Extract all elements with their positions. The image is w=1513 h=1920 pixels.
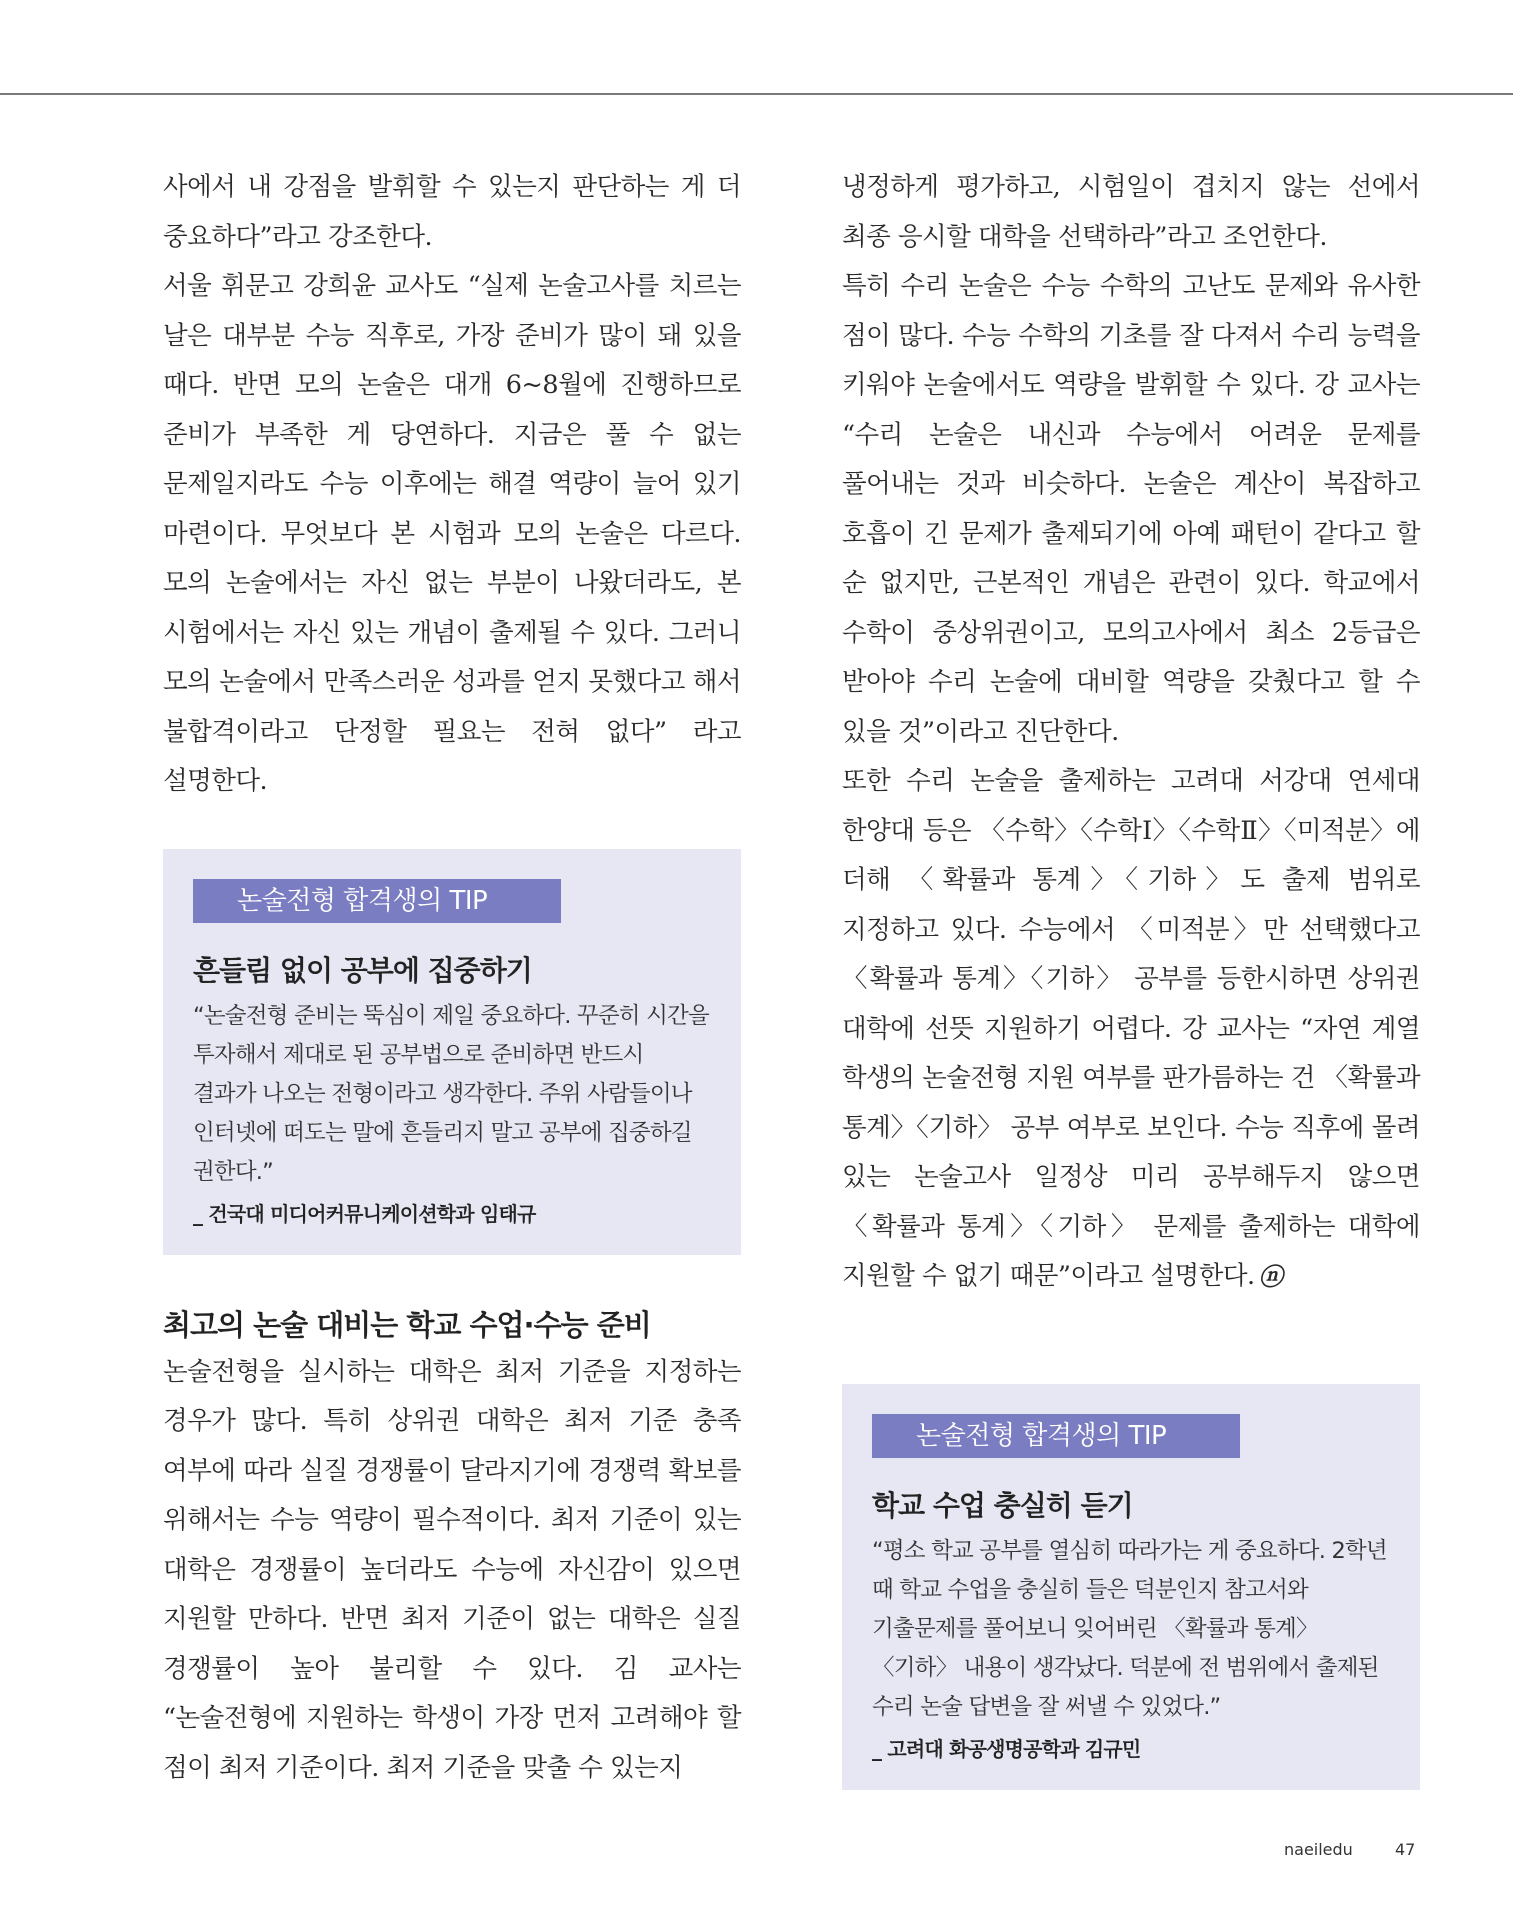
section-heading: 최고의 논술 대비는 학교 수업·수능 준비 — [163, 1307, 651, 1342]
body-paragraph-text: 또한 수리 논술을 출제하는 고려대 서강대 연세대 한양대 등은 〈수학〉〈수학Ⅰ〉〈수학Ⅱ〉〈미적분〉에 더해 〈확률과 통계〉〈기하〉도 출제 범위로 지정하고 있다. 수능에서 〈미적분〉만 선택했다고 〈확률과 통계〉〈기하〉 공부를 등한시하면 상위권 대학에 선뜻 지원하기 어렵다. 강 교사는 “자연 계열 학생의 논술전형 지원 여부를 판가름하는 건 〈확률과 통계〉〈기하〉 공부 여부로 보인다. 수능 직후에 몰려 있는 논술고사 일정상 미리 공부해두지 않으면 〈확률과 통계〉〈기하〉 문제를 출제하는 대학에 지원할 수 없기 때문”이라고 설명한다. — [842, 766, 1420, 1291]
tip-box — [163, 849, 741, 1255]
page-number: 47 — [1395, 1840, 1416, 1859]
end-mark-icon: ⓝ — [1258, 1262, 1283, 1291]
tip-box — [842, 1384, 1420, 1790]
top-rule — [0, 93, 1513, 95]
body-paragraph: 특히 수리 논술은 수능 수학의 고난도 문제와 유사한 점이 많다. 수능 수학의 기초를 잘 다져서 수리 능력을 키워야 논술에서도 역량을 발휘할 수 있다. 강 교사는 “수리 논술은 내신과 수능에서 어려운 문제를 풀어내는 것과 비슷하다. 논술은 계산이 복잡하고 호흡이 긴 문제가 출제되기에 아예 패턴이 같다고 할 순 없지만, 근본적인 개념은 관련이 있다. 학교에서 수학이 중상위권이고, 모의고사에서 최소 2등급은 받아야 수리 논술에 대비할 역량을 갖췄다고 할 수 있을 것”이라고 진단한다. — [842, 271, 1420, 747]
tip-credit: _ 고려대 화공생명공학과 김규민 — [872, 1736, 1141, 1761]
tip-label: 논술전형 합격생의 TIP — [872, 1414, 1240, 1458]
body-paragraph — [842, 757, 1420, 1302]
body-paragraph: 논술전형을 실시하는 대학은 최저 기준을 지정하는 경우가 많다. 특히 상위권 대학은 최저 기준 충족 여부에 따라 실질 경쟁률이 달라지기에 경쟁력 확보를 위해서는 수능 역량이 필수적이다. 최저 기준이 있는 대학은 경쟁률이 높더라도 수능에 자신감이 있으면 지원할 만하다. 반면 최저 기준이 없는 대학은 실질 경쟁률이 높아 불리할 수 있다. 김 교사는 “논술전형에 지원하는 학생이 가장 먼저 고려해야 할 점이 최저 기준이다. 최저 기준을 맞출 수 있는지 — [163, 1356, 741, 1783]
body-paragraph: 서울 휘문고 강희윤 교사도 “실제 논술고사를 치르는 날은 대부분 수능 직후로, 가장 준비가 많이 돼 있을 때다. 반면 모의 논술은 대개 6~8월에 진행하므로 준비가 부족한 게 당연하다. 지금은 풀 수 없는 문제일지라도 수능 이후에는 해결 역량이 늘어 있기 마련이다. 무엇보다 본 시험과 모의 논술은 다르다. 모의 논술에서는 자신 없는 부분이 나왔더라도, 본 시험에서는 자신 있는 개념이 출제될 수 있다. 그러니 모의 논술에서 만족스러운 성과를 얻지 못했다고 해서 불합격이라고 단정할 필요는 전혀 없다” 라고 설명한다. — [163, 271, 741, 796]
tip-credit: _ 건국대 미디어커뮤니케이션학과 임태규 — [193, 1201, 536, 1226]
left-column — [163, 163, 741, 1793]
footer-brand: naeiledu — [1284, 1840, 1353, 1859]
tip-quote: “평소 학교 공부를 열심히 따라가는 게 중요하다. 2학년 때 학교 수업을 충실히 들은 덕분인지 참고서와 기출문제를 풀어보니 잊어버린 〈확률과 통계〉〈기하〉 내용이 생각났다. 덕분에 전 범위에서 출제된 수리 논술 답변을 잘 써낼 수 있었다.” — [872, 1537, 1387, 1720]
tip-heading: 흔들림 없이 공부에 집중하기 — [193, 953, 532, 987]
right-column — [842, 163, 1420, 1790]
body-paragraph: 사에서 내 강점을 발휘할 수 있는지 판단하는 게 더 중요하다”라고 강조한다. — [163, 172, 741, 252]
tip-quote: “논술전형 준비는 뚝심이 제일 중요하다. 꾸준히 시간을 투자해서 제대로 된 공부법으로 준비하면 반드시 결과가 나오는 전형이라고 생각한다. 주위 사람들이나 인터넷에 떠도는 말에 흔들리지 말고 공부에 집중하길 권한다.” — [193, 1002, 709, 1185]
tip-heading: 학교 수업 충실히 듣기 — [872, 1488, 1133, 1522]
body-paragraph: 냉정하게 평가하고, 시험일이 겹치지 않는 선에서 최종 응시할 대학을 선택하라”라고 조언한다. — [842, 172, 1420, 252]
tip-label: 논술전형 합격생의 TIP — [193, 879, 561, 923]
